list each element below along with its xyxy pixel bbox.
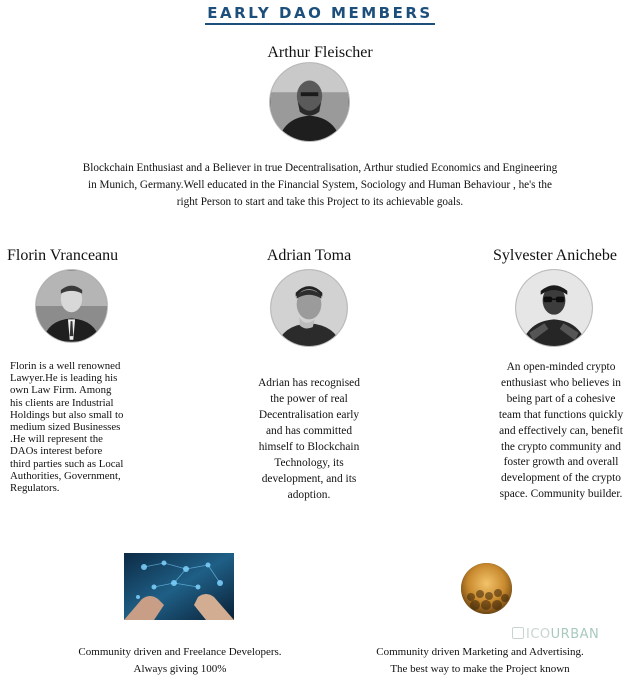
caption-line: Always giving 100% bbox=[133, 662, 227, 675]
bio-line: space. Community builder. bbox=[499, 488, 623, 501]
bio-line: DAOs interest before bbox=[10, 445, 103, 458]
caption-line: Community driven Marketing and Advertising. bbox=[376, 646, 584, 658]
watermark-suffix: URBAN bbox=[550, 627, 600, 642]
marketing-image bbox=[461, 563, 512, 614]
member-bio bbox=[10, 360, 145, 494]
person-photo-icon bbox=[36, 270, 107, 342]
lead-member-avatar bbox=[270, 63, 349, 141]
lead-member-name: Arthur Fleischer bbox=[267, 44, 373, 61]
member-name: Sylvester Anichebe bbox=[493, 247, 617, 264]
marketing-caption bbox=[350, 644, 610, 677]
bio-line: and has committed bbox=[265, 425, 353, 437]
crowd-icon bbox=[461, 563, 512, 614]
bio-line: team that functions quickly bbox=[498, 408, 624, 421]
page-title-text: EARLY DAO MEMBERS bbox=[205, 4, 434, 25]
member-bio bbox=[488, 360, 634, 503]
bio-line: right Person to start and take this Project to its achievable goals. bbox=[176, 196, 464, 208]
network-hands-icon bbox=[124, 553, 234, 620]
bio-line: the crypto community and bbox=[501, 440, 621, 453]
bio-line: Holdings but also small to bbox=[10, 408, 124, 421]
member-avatar bbox=[36, 270, 107, 342]
person-photo-icon bbox=[271, 270, 347, 346]
bio-line: enthusiast who believes in bbox=[501, 376, 621, 389]
member-name: Florin Vranceanu bbox=[7, 247, 119, 264]
member-bio bbox=[234, 375, 384, 503]
member-name: Adrian Toma bbox=[266, 247, 352, 264]
watermark-icon bbox=[512, 627, 524, 639]
bio-line: Authorities, Government, bbox=[10, 469, 121, 482]
member-avatar bbox=[516, 270, 592, 346]
page-title bbox=[0, 4, 640, 22]
bio-line: third parties such as Local bbox=[10, 457, 124, 470]
bio-line: Adrian has recognised bbox=[258, 377, 360, 389]
member-avatar bbox=[271, 270, 347, 346]
lead-member-bio bbox=[40, 160, 600, 211]
bio-line: his clients are Industrial bbox=[10, 396, 114, 409]
bio-line: Florin is a well renowned bbox=[10, 360, 121, 372]
bio-line: Regulators. bbox=[10, 482, 60, 495]
bio-line: himself to Blockchain bbox=[258, 441, 360, 453]
watermark-logo bbox=[512, 627, 599, 642]
caption-line: Community driven and Freelance Developers. bbox=[78, 646, 282, 658]
developers-caption bbox=[60, 644, 300, 677]
watermark-prefix: ICO bbox=[526, 627, 551, 642]
bio-line: development, and its bbox=[261, 473, 357, 485]
bio-line: and effectively can, benefit bbox=[499, 424, 623, 437]
bio-line: Technology, its bbox=[274, 457, 344, 469]
bio-line: being part of a cohesive bbox=[506, 392, 616, 405]
bio-line: Decentralisation early bbox=[258, 409, 360, 421]
caption-line: The best way to make the Project known bbox=[390, 662, 570, 675]
bio-line: the power of real bbox=[270, 393, 348, 405]
bio-line: foster growth and overall bbox=[503, 456, 619, 469]
bio-line: Blockchain Enthusiast and a Believer in true Decentralisation, Arthur studied Economics and Engineering bbox=[82, 162, 558, 174]
person-photo-icon bbox=[270, 63, 349, 141]
bio-line: development of the crypto bbox=[501, 472, 621, 485]
bio-line: .He will represent the bbox=[10, 433, 103, 446]
bio-line: Lawyer.He is leading his bbox=[10, 372, 118, 385]
person-photo-icon bbox=[516, 270, 592, 346]
bio-line: adoption. bbox=[287, 489, 331, 501]
bio-line: in Munich, Germany.Well educated in the Financial System, Sociology and Human Behaviour , he's the bbox=[88, 179, 552, 191]
bio-line: An open-minded crypto bbox=[506, 361, 616, 373]
bio-line: medium sized Businesses bbox=[10, 421, 121, 434]
bio-line: own Law Firm. Among bbox=[10, 384, 112, 397]
developers-image bbox=[124, 553, 234, 620]
